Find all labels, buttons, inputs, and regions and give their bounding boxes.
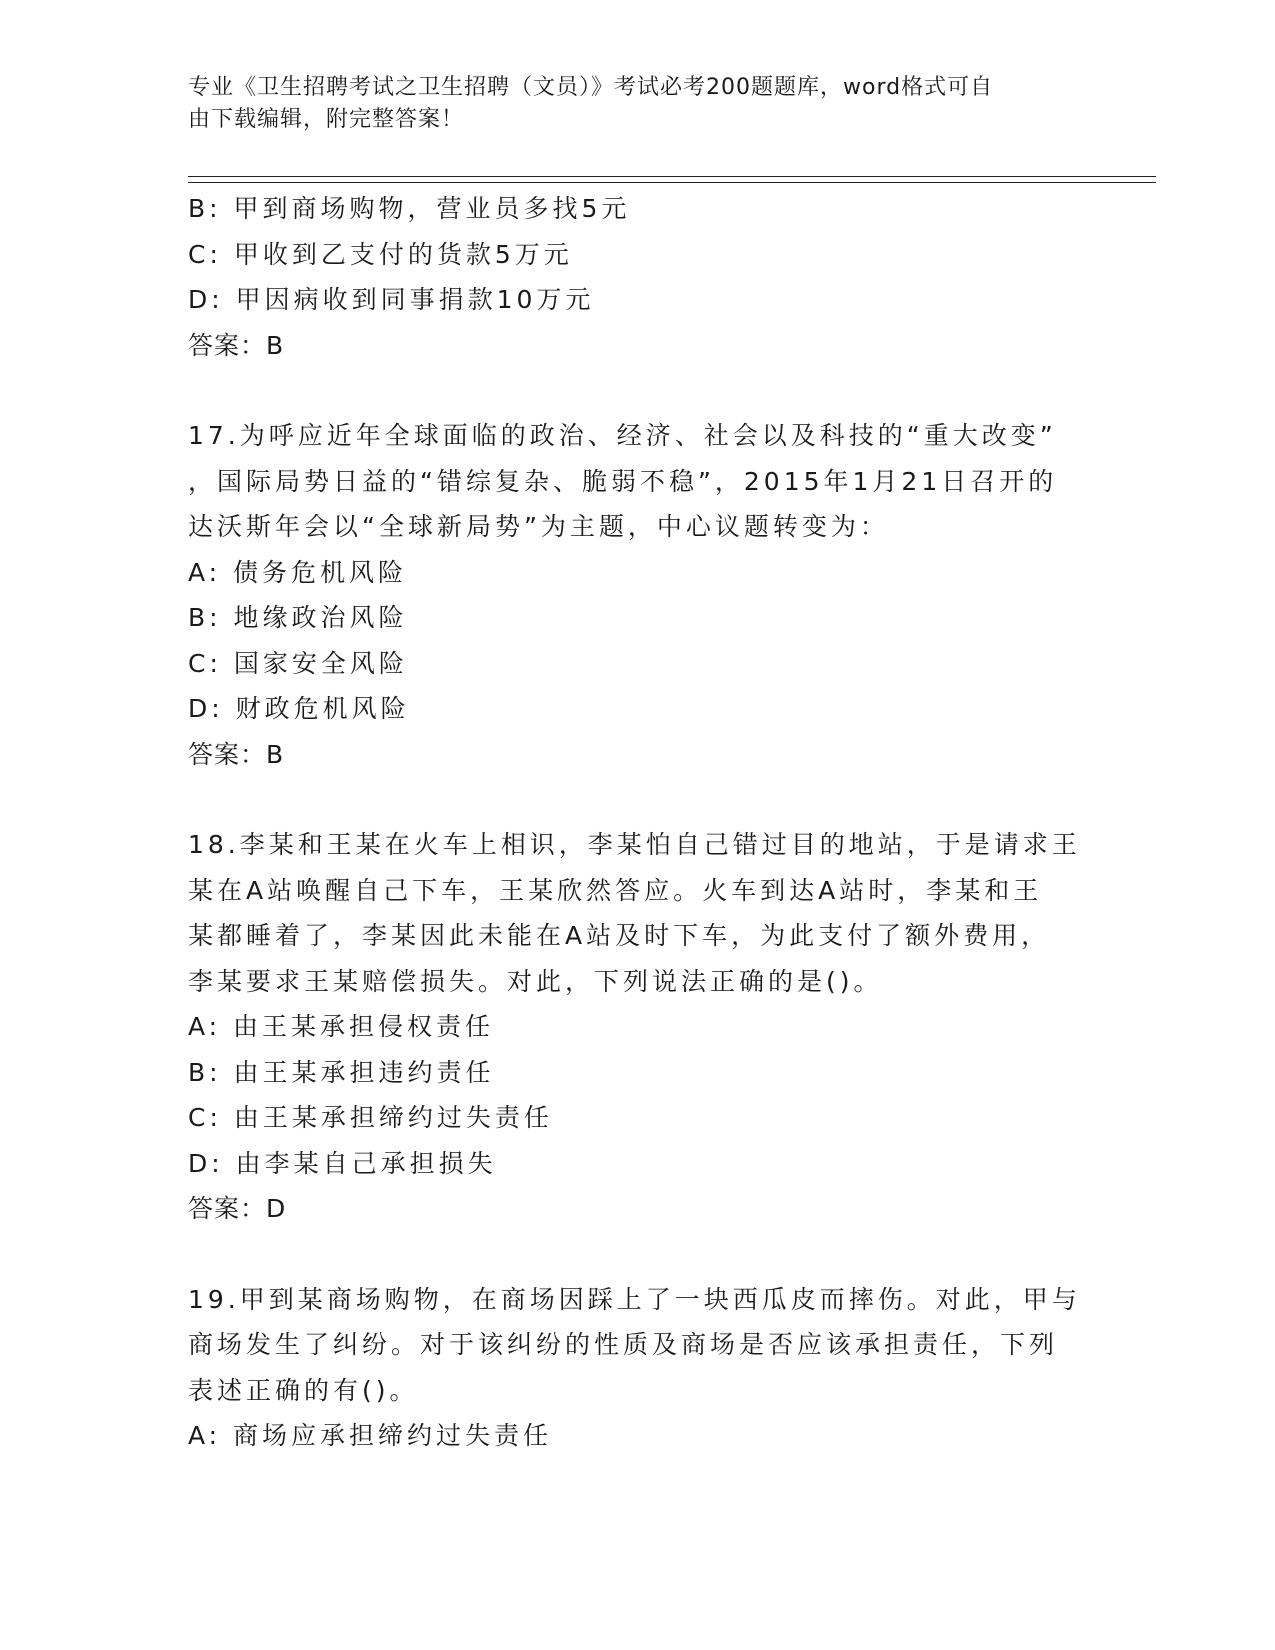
header-divider-top: [188, 176, 1156, 177]
option-d: D: 甲因病收到同事捐款10万元: [188, 285, 595, 314]
answer-line: 答案：D: [188, 1194, 287, 1223]
option-d: D: 由李某自己承担损失: [188, 1148, 497, 1178]
question-stem-line: 18.李某和王某在火车上相识，李某怕自己错过目的地站，于是请求王: [188, 830, 1081, 859]
option-a: A: 由王某承担侵权责任: [188, 1012, 495, 1041]
question-stem-line: 李某要求王某赔偿损失。对此，下列说法正确的是()。: [188, 966, 883, 996]
question-stem-line: 某在A站唤醒自己下车，王某欣然答应。火车到达A站时，李某和王: [188, 875, 1043, 905]
question-stem-line: ，国际局势日益的“错综复杂、脆弱不稳”，2015年1月21日召开的: [188, 466, 1058, 496]
question-stem-line: 19.甲到某商场购物，在商场因踩上了一块西瓜皮而摔伤。对此，甲与: [188, 1284, 1081, 1314]
question-17: [188, 413, 1088, 777]
option-c: C: 甲收到乙支付的货款5万元: [188, 239, 573, 269]
spacer: [188, 368, 1088, 413]
option-a: A: 债务危机风险: [188, 557, 408, 587]
question-stem-line: 达沃斯年会以“全球新局势”为主题，中心议题转变为：: [188, 512, 889, 541]
option-b: B: 地缘政治风险: [188, 603, 408, 632]
answer-line: 答案：B: [188, 739, 285, 769]
option-a: A: 商场应承担缔约过失责任: [188, 1421, 553, 1450]
spacer: [188, 777, 1088, 822]
header-line: 由下载编辑，附完整答案！: [188, 107, 465, 132]
answer-line: 答案：B: [188, 330, 285, 360]
question-stem-line: 17.为呼应近年全球面临的政治、经济、社会以及科技的“重大改变”: [188, 421, 1057, 450]
document-body: [188, 186, 1088, 1459]
question-18: [188, 822, 1088, 1232]
question-stem-line: 某都睡着了，李某因此未能在A站及时下车，为此支付了额外费用，: [188, 921, 1051, 950]
question-stem-line: 商场发生了纠纷。对于该纠纷的性质及商场是否应该承担责任，下列: [188, 1330, 1059, 1359]
page-header: [188, 72, 1068, 136]
header-line: 专业《卫生招聘考试之卫生招聘（文员）》考试必考200题题库，word格式可自: [188, 75, 994, 100]
option-c: C: 由王某承担缔约过失责任: [188, 1103, 553, 1132]
question-19: [188, 1277, 1088, 1459]
header-divider-bottom: [188, 182, 1156, 183]
spacer: [188, 1232, 1088, 1277]
option-d: D: 财政危机风险: [188, 694, 410, 723]
option-b: B: 甲到商场购物，营业员多找5元: [188, 194, 631, 223]
option-c: C: 国家安全风险: [188, 648, 408, 678]
question-stem-line: 表述正确的有()。: [188, 1375, 419, 1405]
question-continuation: [188, 186, 1088, 368]
option-b: B: 由王某承担违约责任: [188, 1057, 495, 1087]
